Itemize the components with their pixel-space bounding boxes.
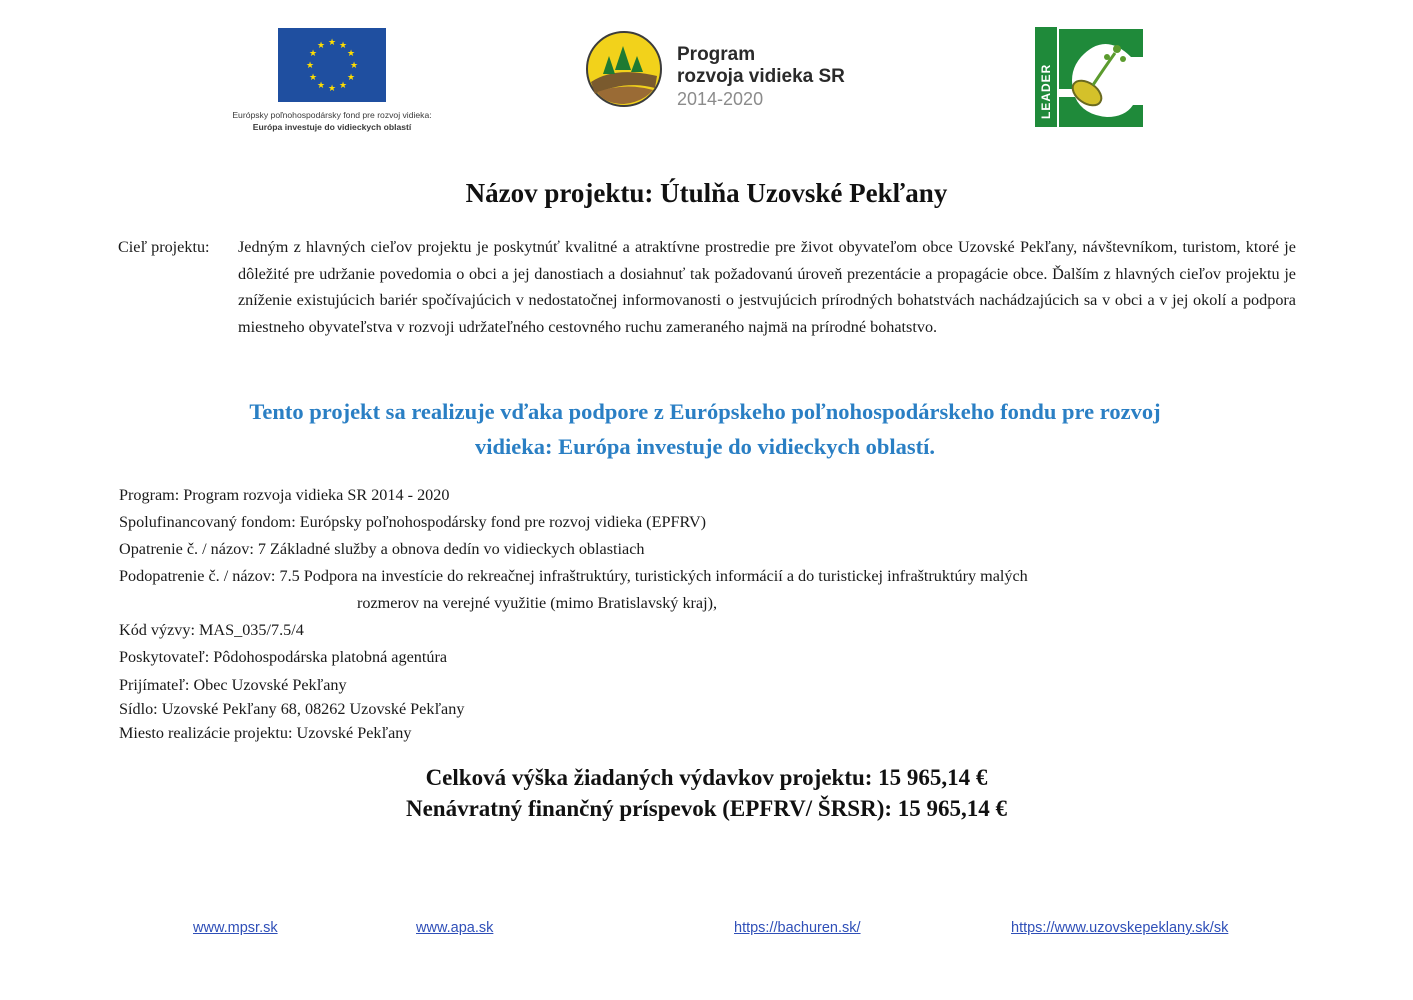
grant-amount: Nenávratný finančný príspevok (EPFRV/ ŠRSR): 15 965,14 €	[405, 796, 1008, 821]
svg-text:★: ★	[346, 49, 356, 59]
eu-caption-line1: Európsky poľnohospodársky fond pre rozvoj vidieka:	[232, 110, 432, 120]
svg-text:★: ★	[346, 73, 356, 83]
goal-text: Jedným z hlavných cieľov projektu je poskytnúť kvalitné a atraktívne prostredie pre život obyvateľom obce Uzovské Pekľany, návštevníkom, turistom, ktoré je dôležité pre udržanie povedomia o obci a jej danostiach a dosiahnuť tak požadovanú úroveň prezentácie a propagácie obce. Ďalším z hlavných cieľov projektu je zníženie existujúcich bariér spočívajúcich v nedostatočnej informovanosti o jestvujúcich prírodných bohatstvách nachádzajúcich sa v obci a v jej okolí a podpora miestneho obyvateľstva v rozvoji udržateľného cestovného ruchu zameraného najmä na prírodné bohatstvo.	[238, 238, 1296, 336]
prv-emblem-icon	[585, 30, 663, 108]
eu-caption-line2: Európa investuje do vidieckych oblastí	[252, 122, 412, 132]
info-program: Program: Program rozvoja vidieka SR 2014 - 2020	[119, 486, 450, 504]
info-provider: Poskytovateľ: Pôdohospodárska platobná agentúra	[119, 648, 448, 666]
info-seat: Sídlo: Uzovské Pekľany 68, 08262 Uzovské Pekľany	[119, 700, 465, 718]
project-info	[119, 482, 1299, 745]
goal-label: Cieľ projektu:	[118, 238, 210, 256]
svg-text:★: ★	[305, 61, 315, 71]
support-line1: Tento projekt sa realizuje vďaka podpore z Európskeho poľnohospodárskeho fondu pre rozvoj	[249, 399, 1161, 424]
svg-text:★: ★	[338, 81, 348, 91]
svg-text:★: ★	[308, 49, 318, 59]
svg-text:★: ★	[308, 73, 318, 83]
link-bachuren[interactable]: https://bachuren.sk/	[734, 920, 861, 936]
info-submeasure: Podopatrenie č. / názov: 7.5 Podpora na investície do rekreačnej infraštruktúry, turistických informácií a do turistickej infraštruktúry malých	[119, 567, 1028, 585]
total-expenses: Celková výška žiadaných výdavkov projektu: 15 965,14 €	[425, 765, 988, 790]
svg-text:★: ★	[338, 41, 348, 51]
svg-text:★: ★	[327, 84, 337, 94]
eu-caption	[196, 109, 468, 133]
info-location: Miesto realizácie projektu: Uzovské Pekľany	[119, 724, 412, 742]
info-fund: Spolufinancovaný fondom: Európsky poľnohospodársky fond pre rozvoj vidieka (EPFRV)	[119, 513, 707, 531]
prv-years: 2014-2020	[677, 89, 764, 109]
link-apa[interactable]: www.apa.sk	[416, 920, 494, 936]
project-goal	[118, 234, 1296, 340]
leader-logo	[1035, 27, 1145, 127]
leader-text: LEADER	[1039, 63, 1053, 119]
prv-title	[677, 44, 845, 88]
svg-text:★: ★	[316, 81, 326, 91]
eu-flag-icon	[278, 28, 386, 102]
project-totals	[0, 762, 1413, 824]
link-uzovskepeklany[interactable]: https://www.uzovskepeklany.sk/sk	[1011, 920, 1229, 936]
prv-line1: Program	[677, 44, 756, 65]
info-call-code: Kód výzvy: MAS_035/7.5/4	[119, 621, 304, 639]
prv-line2: rozvoja vidieka SR	[677, 66, 845, 87]
prv-logo	[585, 30, 885, 110]
support-statement	[130, 394, 1280, 464]
project-title: Názov projektu: Útulňa Uzovské Pekľany	[465, 178, 948, 208]
info-submeasure-cont: rozmerov na verejné využitie (mimo Bratislavský kraj),	[357, 594, 718, 612]
svg-text:★: ★	[349, 61, 359, 71]
svg-text:★: ★	[316, 41, 326, 51]
info-measure: Opatrenie č. / názov: 7 Základné služby a obnova dedín vo vidieckych oblastiach	[119, 540, 645, 558]
info-recipient: Prijímateľ: Obec Uzovské Pekľany	[119, 676, 347, 694]
svg-text:★: ★	[327, 38, 337, 48]
support-line2: vidieka: Európa investuje do vidieckych oblastí.	[474, 434, 936, 459]
link-mpsr[interactable]: www.mpsr.sk	[193, 920, 278, 936]
